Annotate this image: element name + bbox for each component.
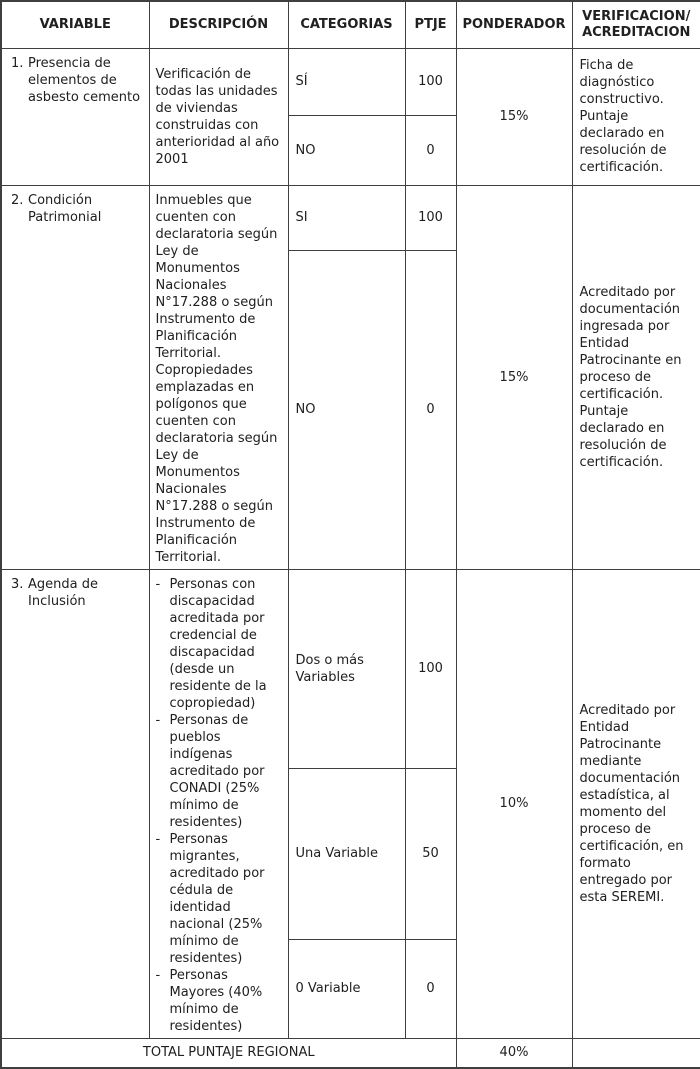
cell-category-patrimonial-si: SI xyxy=(288,185,405,251)
cell-score-inclusion-una: 50 xyxy=(405,768,456,939)
row-asbesto-sub1 xyxy=(1,48,700,115)
cell-score-asbesto-si: 100 xyxy=(405,48,456,115)
cell-verificacion-patrimonial: Acreditado por documentación ingresada por Entidad Patrocinante en proceso de certificación. Puntaje declarado en resolución de certificación. xyxy=(572,185,700,569)
description-bullet xyxy=(156,967,284,1035)
cell-verificacion-inclusion: Acreditado por Entidad Patrocinante mediante documentación estadística, al momento del proceso de certificación, en formato entregado por esta SEREMI. xyxy=(572,569,700,1038)
bullet-dash: - xyxy=(155,967,161,983)
bullet-text: Personas migrantes, acreditado por cédula de identidad nacional (25% mínimo de residentes) xyxy=(169,831,265,966)
col-header-verificacion-line2: ACREDITACION xyxy=(582,24,691,40)
cell-score-patrimonial-no: 0 xyxy=(405,251,456,569)
cell-variable-asbesto xyxy=(1,48,149,185)
cell-score-asbesto-no: 0 xyxy=(405,115,456,185)
cell-total-ponderador: 40% xyxy=(456,1038,572,1068)
cell-ponderador-patrimonial: 15% xyxy=(456,185,572,569)
cell-score-inclusion-dos: 100 xyxy=(405,569,456,768)
bullet-text: Personas Mayores (40% mínimo de residentes) xyxy=(169,967,263,1034)
cell-description-inclusion xyxy=(149,569,288,1038)
cell-score-patrimonial-si: 100 xyxy=(405,185,456,251)
description-bullet xyxy=(156,831,284,967)
row-patrimonial-sub1 xyxy=(1,185,700,251)
col-header-ptje: PTJE xyxy=(405,1,456,48)
description-bullet xyxy=(156,576,284,712)
cell-total-verificacion-empty xyxy=(572,1038,700,1068)
variable-item xyxy=(11,576,145,610)
col-header-categorias: CATEGORIAS xyxy=(288,1,405,48)
variable-label: Presencia de elementos de asbesto cemento xyxy=(28,55,141,105)
cell-total-label: TOTAL PUNTAJE REGIONAL xyxy=(1,1038,456,1068)
bullet-text: Personas con discapacidad acreditada por credencial de discapacidad (desde un residente de la copropiedad) xyxy=(169,576,267,711)
variable-item xyxy=(11,55,145,106)
cell-verificacion-asbesto: Ficha de diagnóstico constructivo. Puntaje declarado en resolución de certificación. xyxy=(572,48,700,185)
variable-number: 2. xyxy=(11,192,24,208)
bullet-dash: - xyxy=(155,576,161,592)
variable-number: 1. xyxy=(11,55,24,71)
variable-label: Agenda de Inclusión xyxy=(28,576,98,609)
cell-category-inclusion-una: Una Variable xyxy=(288,768,405,939)
bullet-text: Personas de pueblos indígenas acreditado por CONADI (25% mínimo de residentes) xyxy=(169,712,265,830)
col-header-verificacion xyxy=(572,1,700,48)
bullet-dash: - xyxy=(155,831,161,847)
cell-variable-patrimonial xyxy=(1,185,149,569)
cell-description-patrimonial: Inmuebles que cuenten con declaratoria según Ley de Monumentos Nacionales N°17.288 o según Instrumento de Planificación Territorial. Copropiedades emplazadas en polígonos que cuenten con declaratoria según Ley de Monumentos Nacionales N°17.288 o según Instrumento de Planificación Territorial. xyxy=(149,185,288,569)
bullet-dash: - xyxy=(155,712,161,728)
cell-score-inclusion-cero: 0 xyxy=(405,939,456,1038)
cell-ponderador-inclusion: 10% xyxy=(456,569,572,1038)
cell-category-inclusion-cero: 0 Variable xyxy=(288,939,405,1038)
cell-category-asbesto-no: NO xyxy=(288,115,405,185)
table-header-row xyxy=(1,1,700,48)
description-bullet xyxy=(156,712,284,831)
variable-label: Condición Patrimonial xyxy=(28,192,102,225)
cell-category-inclusion-dos: Dos o más Variables xyxy=(288,569,405,768)
row-total xyxy=(1,1038,700,1068)
col-header-descripcion: DESCRIPCIÓN xyxy=(149,1,288,48)
variable-number: 3. xyxy=(11,576,24,592)
col-header-verificacion-line1: VERIFICACION/ xyxy=(582,8,691,24)
col-header-ponderador: PONDERADOR xyxy=(456,1,572,48)
variable-item xyxy=(11,192,145,226)
cell-variable-inclusion xyxy=(1,569,149,1038)
row-inclusion-sub1 xyxy=(1,569,700,768)
cell-description-asbesto: Verificación de todas las unidades de viviendas construidas con anterioridad al año 2001 xyxy=(149,48,288,185)
cell-category-patrimonial-no: NO xyxy=(288,251,405,569)
cell-ponderador-asbesto: 15% xyxy=(456,48,572,185)
cell-category-asbesto-si: SÍ xyxy=(288,48,405,115)
col-header-variable: VARIABLE xyxy=(1,1,149,48)
